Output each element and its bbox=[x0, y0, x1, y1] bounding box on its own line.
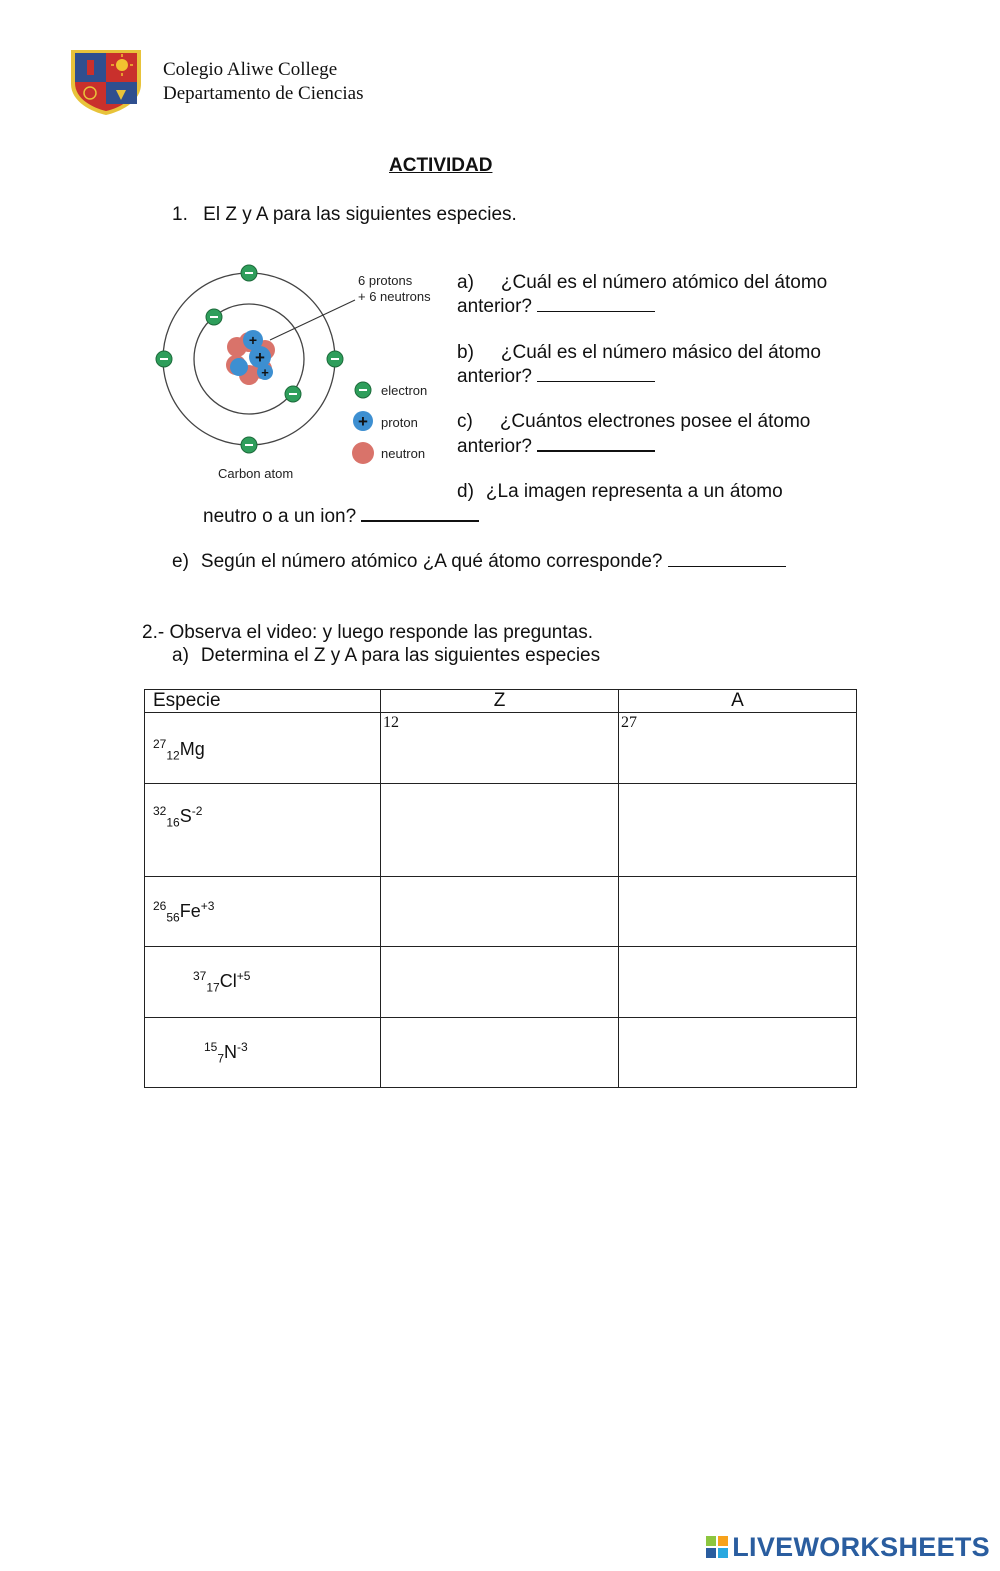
school-name: Colegio Aliwe College bbox=[163, 59, 338, 80]
a-answer-cell[interactable] bbox=[619, 713, 857, 784]
table-row bbox=[145, 877, 857, 947]
neutron-legend-icon bbox=[352, 442, 374, 464]
mass-number: 32 bbox=[153, 804, 167, 818]
species-cell bbox=[145, 713, 381, 784]
question-1c bbox=[457, 410, 810, 458]
question-2a bbox=[172, 644, 600, 667]
liveworksheets-logo-icon bbox=[706, 1536, 728, 1558]
question-1e-text: Según el número atómico ¿A qué átomo corresponde? bbox=[200, 551, 663, 572]
question-1e-letter: e) bbox=[172, 551, 189, 572]
species-fe bbox=[153, 899, 388, 925]
electron-legend-label: electron bbox=[381, 383, 428, 398]
header-especie: Especie bbox=[145, 690, 381, 713]
protons-label: 6 protons bbox=[358, 273, 413, 288]
neutron-legend-label: neutron bbox=[381, 446, 426, 461]
species-cell bbox=[145, 784, 381, 877]
svg-text:+: + bbox=[261, 365, 269, 380]
page-title: ACTIVIDAD bbox=[389, 155, 493, 176]
mass-number: 15 bbox=[204, 1040, 218, 1054]
element-symbol: Cl bbox=[219, 971, 237, 991]
header-a: A bbox=[619, 690, 857, 713]
species-cell bbox=[145, 877, 381, 947]
species-cl bbox=[193, 969, 428, 995]
question-1a-text: ¿Cuál es el número atómico del átomo bbox=[500, 272, 828, 293]
a-answer-cell[interactable] bbox=[619, 947, 857, 1018]
atomic-number: 16 bbox=[166, 815, 180, 830]
question-1b bbox=[457, 341, 821, 388]
a-value: 27 bbox=[621, 714, 637, 731]
question-1-text: El Z y A para las siguientes especies. bbox=[203, 204, 517, 225]
species-mg bbox=[153, 737, 388, 763]
question-1d bbox=[457, 480, 783, 503]
question-1d-letter: d) bbox=[457, 481, 474, 502]
question-2: 2.- Observa el video: y luego responde las preguntas. bbox=[142, 622, 593, 643]
z-answer-cell[interactable] bbox=[381, 877, 619, 947]
species-s bbox=[153, 804, 388, 830]
diagram-caption: Carbon atom bbox=[218, 466, 294, 481]
mass-number: 27 bbox=[153, 737, 167, 751]
species-table bbox=[144, 689, 857, 1088]
atomic-number: 56 bbox=[166, 910, 180, 925]
atomic-number: 7 bbox=[217, 1051, 225, 1066]
charge: +3 bbox=[200, 899, 215, 913]
svg-text:+: + bbox=[255, 348, 265, 367]
answer-blank-1d[interactable] bbox=[361, 503, 479, 522]
question-1c-text2: anterior? bbox=[457, 436, 532, 457]
element-symbol: N bbox=[224, 1042, 238, 1062]
element-symbol: Fe bbox=[179, 901, 201, 921]
question-1b-text: ¿Cuál es el número másico del átomo bbox=[500, 342, 821, 363]
department-name: Departamento de Ciencias bbox=[163, 83, 364, 104]
atomic-number: 17 bbox=[206, 980, 220, 995]
charge: -2 bbox=[191, 804, 203, 818]
question-1c-text: ¿Cuántos electrones posee el átomo bbox=[499, 411, 811, 432]
answer-blank-1c[interactable] bbox=[537, 433, 655, 452]
table-row bbox=[145, 713, 857, 784]
question-2a-text: Determina el Z y A para las siguientes especies bbox=[200, 645, 601, 666]
charge: -3 bbox=[237, 1040, 248, 1054]
question-1a-text2: anterior? bbox=[457, 296, 532, 317]
answer-blank-1b[interactable] bbox=[537, 364, 655, 382]
element-symbol: S bbox=[179, 806, 192, 826]
a-answer-cell[interactable] bbox=[619, 1018, 857, 1088]
z-value: 12 bbox=[383, 714, 399, 731]
header-z: Z bbox=[381, 690, 619, 713]
mass-number: 37 bbox=[193, 969, 207, 983]
atomic-number: 12 bbox=[166, 748, 180, 763]
species-n bbox=[204, 1040, 439, 1066]
table-header-row bbox=[145, 690, 857, 713]
liveworksheets-footer bbox=[706, 1532, 990, 1563]
svg-text:+: + bbox=[248, 332, 258, 348]
question-1d-line2 bbox=[203, 503, 479, 528]
answer-blank-1a[interactable] bbox=[537, 294, 655, 312]
table-row bbox=[145, 1018, 857, 1088]
a-answer-cell[interactable] bbox=[619, 784, 857, 877]
school-header bbox=[163, 58, 363, 106]
question-1a-letter: a) bbox=[457, 272, 474, 293]
neutrons-label: + 6 neutrons bbox=[358, 289, 431, 304]
z-answer-cell[interactable] bbox=[381, 713, 619, 784]
charge: +5 bbox=[236, 969, 251, 983]
question-1b-text2: anterior? bbox=[457, 366, 532, 387]
school-crest-logo bbox=[68, 48, 144, 116]
species-cell bbox=[145, 947, 381, 1018]
brand-name: LIVEWORKSHEETS bbox=[732, 1532, 990, 1562]
z-answer-cell[interactable] bbox=[381, 784, 619, 877]
question-1 bbox=[172, 203, 517, 226]
svg-text:+: + bbox=[358, 412, 368, 431]
answer-blank-1e[interactable] bbox=[668, 549, 786, 567]
proton-legend-label: proton bbox=[381, 415, 418, 430]
question-1-number: 1. bbox=[172, 204, 188, 225]
outer-orbit bbox=[163, 273, 335, 445]
nucleus bbox=[226, 330, 275, 385]
question-1b-letter: b) bbox=[457, 342, 474, 363]
question-1a bbox=[457, 271, 827, 318]
question-1d-text: ¿La imagen representa a un átomo bbox=[485, 481, 783, 502]
species-cell bbox=[145, 1018, 381, 1088]
table-row bbox=[145, 784, 857, 877]
question-2a-letter: a) bbox=[172, 645, 189, 666]
question-1e bbox=[172, 549, 786, 573]
element-symbol: Mg bbox=[179, 739, 205, 759]
table-row bbox=[145, 947, 857, 1018]
question-1d-text2: neutro o a un ion? bbox=[203, 506, 357, 527]
a-answer-cell[interactable] bbox=[619, 877, 857, 947]
question-1c-letter: c) bbox=[457, 411, 473, 432]
mass-number: 26 bbox=[153, 899, 167, 913]
